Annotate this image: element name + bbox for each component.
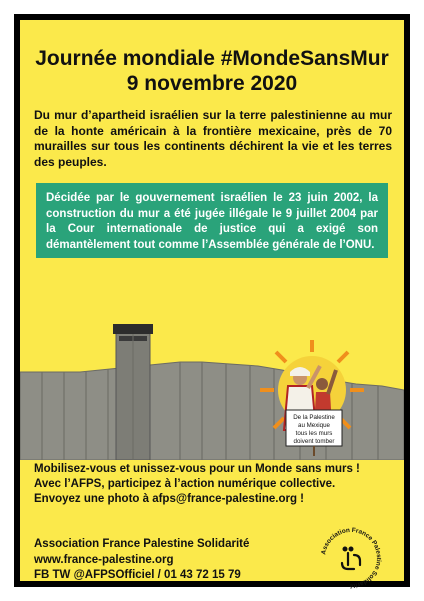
- sign-line-4: doivent tomber: [293, 438, 335, 445]
- logo-ring-text: Association France Palestine Solidarité: [320, 526, 383, 590]
- logo-emblem-icon: [342, 548, 360, 569]
- sign-line-1: De la Palestine: [293, 414, 335, 421]
- page-title: [20, 46, 404, 96]
- footer-website[interactable]: www.france-palestine.org: [34, 553, 174, 566]
- poster-border: [14, 14, 410, 590]
- footer-social: FB TW @AFPSOfficiel / 01 43 72 15 79: [34, 569, 241, 581]
- footer-org: Association France Palestine Solidarité: [34, 538, 250, 550]
- cta-line-2: Avec l’AFPS, participez à l’action numérique collective.: [34, 478, 336, 490]
- callout-box: Décidée par le gouvernement israélien le 23 juin 2002, la construction du mur a été jugée illégale le 9 juillet 2004 par la Cour internationale de justice qui a exigé son démantèlement tout comme l’Assemblée générale de l’ONU.: [36, 183, 388, 258]
- cta-line-3: Envoyez une photo à afps@france-palestine.org !: [34, 493, 305, 505]
- title-line-2: 9 novembre 2020: [126, 72, 298, 95]
- cta-line-1: Mobilisez-vous et unissez-vous pour un Monde sans murs !: [34, 463, 360, 475]
- call-to-action: [34, 462, 392, 507]
- afps-logo: [318, 525, 384, 591]
- svg-text:Association France Palestine S: [320, 527, 382, 589]
- watchtower: [113, 324, 153, 460]
- wall: [20, 362, 404, 460]
- poster: [20, 20, 404, 590]
- intro-paragraph: Du mur d’apartheid israélien sur la terre palestinienne au mur de la honte américain à la frontière mexicaine, près de 70 murailles sur tous les continents déchirent la vie et les terres des peuples.: [34, 108, 392, 169]
- sign-line-2: au Mexique: [298, 422, 330, 429]
- footer-contact: [34, 537, 294, 584]
- wall-illustration: [20, 310, 404, 460]
- title-line-1: Journée mondiale #MondeSansMur: [35, 47, 389, 70]
- sign-line-3: tous les murs: [295, 430, 333, 437]
